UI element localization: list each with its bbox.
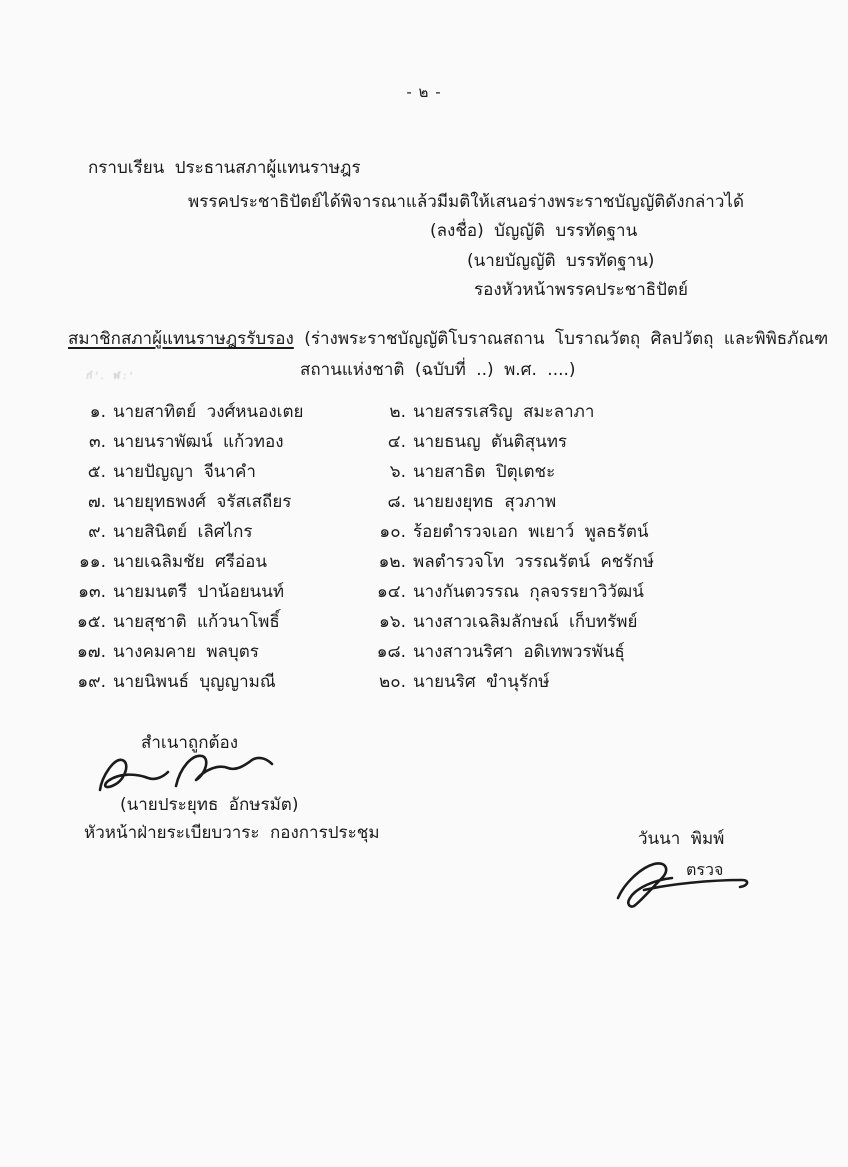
salutation-line: กราบเรียน ประธานสภาผู้แทนราษฎร — [88, 158, 361, 178]
member-row — [70, 398, 370, 428]
member-row — [370, 428, 800, 458]
member-row — [370, 578, 800, 608]
member-number: ๑๒. — [378, 552, 406, 572]
member-name: นายธนญ ตันติสุนทร — [413, 432, 568, 452]
member-number: ๓. — [88, 432, 106, 452]
typist-name: วันนา พิมพ์ — [638, 829, 725, 849]
member-row — [70, 548, 370, 578]
endorsement-heading — [68, 329, 828, 349]
member-name: นายนริศ ขำนุรักษ์ — [413, 672, 550, 692]
endorsement-heading-underlined: สมาชิกสภาผู้แทนราษฎรรับรอง — [68, 329, 294, 349]
member-row — [70, 488, 370, 518]
member-row — [370, 668, 800, 698]
member-number: ๖. — [389, 462, 406, 482]
member-name: นายสรรเสริญ สมะลาภา — [413, 402, 595, 422]
member-number: ๘. — [387, 492, 406, 512]
member-name: นางกันตวรรณ กุลจรรยาวิวัฒน์ — [413, 582, 644, 602]
member-number: ๒๐. — [379, 672, 406, 692]
member-name: นายยงยุทธ สุวภาพ — [413, 492, 557, 512]
resolution-line: พรรคประชาธิปัตย์ได้พิจารณาแล้วมีมติให้เสนอร่างพระราชบัญญัติดังกล่าวได้ — [188, 192, 744, 212]
signed-title: รองหัวหน้าพรรคประชาธิปัตย์ — [474, 280, 688, 300]
scan-artifact-mark: ก๋'. ฬ:' — [85, 371, 136, 382]
member-row — [370, 398, 800, 428]
member-number: ๑. — [89, 402, 106, 422]
member-row — [370, 518, 800, 548]
member-number: ๔. — [387, 432, 406, 452]
member-number: ๑๕. — [76, 612, 106, 632]
member-name: นายสินิตย์ เลิศไกร — [113, 522, 253, 542]
member-row — [370, 488, 800, 518]
member-number: ๑๖. — [379, 612, 406, 632]
member-row — [370, 608, 800, 638]
member-number: ๗. — [87, 492, 106, 512]
member-name: นายสุชาติ แก้วนาโพธิ์ — [113, 612, 280, 632]
member-name: นางสาวนริศา อดิเทพวรพันธุ์ — [413, 642, 625, 662]
member-row — [70, 458, 370, 488]
member-name: นายยุทธพงศ์ จรัสเสถียร — [113, 492, 292, 512]
certified-copy-label: สำเนาถูกต้อง — [141, 733, 239, 753]
member-number: ๑๘. — [376, 642, 406, 662]
member-number: ๙. — [88, 522, 106, 542]
member-row — [370, 638, 800, 668]
member-row — [70, 608, 370, 638]
member-name: นายสาทิตย์ วงศ์หนองเตย — [113, 402, 304, 422]
member-name: นายเฉลิมชัย ศรีอ่อน — [113, 552, 268, 572]
signed-name-parenthetical: (นายบัญญัติ บรรทัดฐาน) — [467, 251, 655, 271]
member-row — [70, 578, 370, 608]
member-row — [70, 428, 370, 458]
member-number: ๕. — [87, 462, 106, 482]
members-column-right — [370, 398, 800, 698]
member-name: นายสาธิต ปิตุเตชะ — [413, 462, 556, 482]
member-row — [70, 638, 370, 668]
endorsement-heading-line2: สถานแห่งชาติ (ฉบับที่ ..) พ.ศ. ....) — [300, 360, 576, 380]
member-number: ๑๑. — [79, 552, 106, 572]
member-name: นางสาวเฉลิมลักษณ์ เก็บทรัพย์ — [413, 612, 638, 632]
member-name: ร้อยตำรวจเอก พเยาว์ พูลธรัตน์ — [413, 522, 649, 542]
member-name: นางคมคาย พลบุตร — [113, 642, 259, 662]
certifier-title: หัวหน้าฝ่ายระเบียบวาระ กองการประชุม — [84, 823, 380, 843]
member-name: นายปัญญา จีนาคำ — [113, 462, 256, 482]
member-number: ๑๗. — [77, 642, 106, 662]
member-number: ๑๔. — [376, 582, 406, 602]
member-name: นายนิพนธ์ บุญญามณี — [113, 672, 276, 692]
member-name: พลตำรวจโท วรรณรัตน์ คชรักษ์ — [413, 552, 654, 572]
member-row — [370, 548, 800, 578]
endorsement-heading-rest: (ร่างพระราชบัญญัติโบราณสถาน โบราณวัตถุ ศิลปวัตถุ และพิพิธภัณฑ — [293, 329, 829, 349]
member-row — [370, 458, 800, 488]
signed-label-and-name: (ลงชื่อ) บัญญัติ บรรทัดฐาน — [430, 221, 638, 241]
member-number: ๑๙. — [77, 672, 106, 692]
member-number: ๒. — [389, 402, 406, 422]
member-number: ๑๓. — [78, 582, 106, 602]
checked-label: ตรวจ — [686, 860, 724, 879]
certifier-name: (นายประยุทธ อักษรมัต) — [120, 795, 299, 815]
member-number: ๑๐. — [379, 522, 406, 542]
member-name: นายมนตรี ปาน้อยนนท์ — [113, 582, 285, 602]
members-column-left — [70, 398, 370, 698]
member-name: นายนราพัฒน์ แก้วทอง — [113, 432, 284, 452]
member-row — [70, 518, 370, 548]
member-row — [70, 668, 370, 698]
page-number: - ๒ - — [406, 83, 442, 101]
